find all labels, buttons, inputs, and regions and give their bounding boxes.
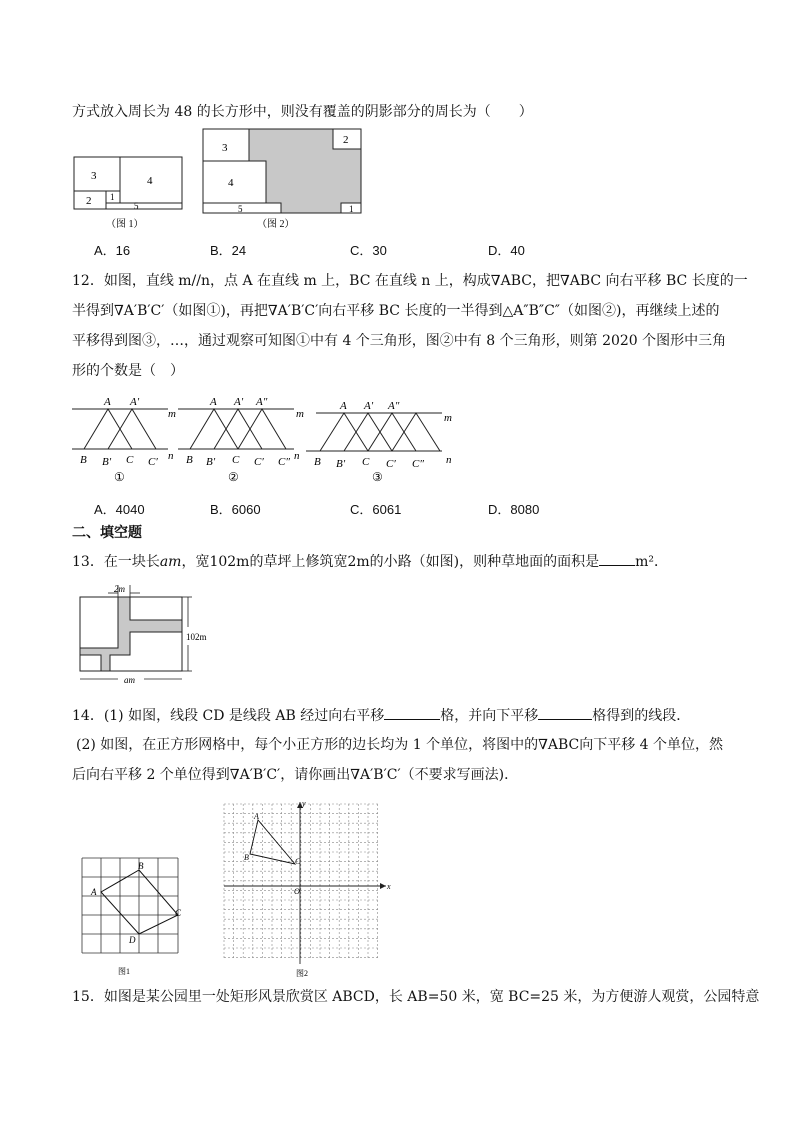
q13-width-label: 2m [114,584,125,594]
svg-text:B: B [186,454,193,466]
svg-text:A′: A′ [130,396,140,408]
svg-text:C′: C′ [254,456,264,468]
fig1-label-3: 3 [91,170,97,182]
q11-figure-1 [70,155,186,233]
triangle-ABC [250,820,295,864]
q12-figure-2 [176,393,310,485]
q13-height-label: 102m [186,632,207,642]
fig2-label-4: 4 [228,177,234,189]
svg-text:C′: C′ [386,458,396,470]
q12-caption-3: ③ [372,470,383,484]
svg-text:C: C [126,454,134,466]
q14-grid-figure-2 [222,798,394,980]
q12-figure-3 [304,393,464,485]
svg-text:B: B [80,454,87,466]
q13-length-label: am [124,675,135,685]
fig1-caption: （图 1） [106,219,144,230]
q12-line-1: 12．如图，直线 m//n，点 A 在直线 m 上，BC 在直线 n 上，构成∇ABC，把∇ABC 向右平移 BC 长度的一 [72,273,748,289]
svg-text:C″: C″ [278,456,290,468]
q11-option-a[interactable]: A．16 [94,243,131,258]
q12-option-d[interactable]: D．8080 [488,502,540,517]
fig1-label-2: 2 [86,195,92,207]
svg-text:A′: A′ [234,396,244,408]
svg-text:C: C [232,454,240,466]
fig2-caption: （图 2） [257,219,295,230]
q11-option-b[interactable]: B．24 [210,243,247,258]
svg-text:x: x [387,882,391,891]
svg-text:A: A [254,812,259,821]
svg-text:y: y [302,799,306,808]
q15-line-1: 15．如图是某公园里一处矩形风景欣赏区 ABCD，长 AB=50 米，宽 BC=25 米，为方便游人观赏，公园特意 [72,989,760,1005]
q12-line-3: 平移得到图③，…，通过观察可知图①中有 4 个三角形，图②中有 8 个三角形，则第 2020 个图形中三角 [72,333,727,349]
svg-text:B′: B′ [336,458,346,470]
q14-part1: 14．(1) 如图，线段 CD 是线段 AB 经过向右平移 格，并向下平移 格得到的线段． [72,705,690,726]
fig2-label-3: 3 [222,142,228,154]
q14-part2-line2: 后向右平移 2 个单位得到∇A′B′C′，请你画出∇A′B′C′（不要求写画法)． [72,767,519,783]
svg-text:B′: B′ [102,456,112,468]
quadrilateral-ABCD [101,870,178,934]
svg-text:O: O [294,887,300,896]
svg-text:A: A [340,400,347,412]
q12-option-c[interactable]: C．6061 [350,502,402,517]
svg-text:C: C [295,857,301,866]
q12-figure-1 [70,393,180,485]
svg-text:B: B [244,853,249,862]
q12-line-2: 半得到∇A′B′C′（如图①)，再把∇A′B′C′向右平移 BC 长度的一半得到△A″B″C″（如图②)，再继续上述的 [72,303,720,319]
path-shape [80,597,182,671]
q14-fig1-caption: 图1 [118,967,130,976]
q13-answer-blank[interactable] [599,551,635,566]
svg-text:A: A [91,887,97,897]
fig1-label-5: 5 [134,201,139,211]
q14-blank-down[interactable] [538,705,592,720]
q14-grid-figure-1 [74,854,190,976]
q14-fig2-caption: 图2 [296,969,308,978]
q12-caption-2: ② [228,470,239,484]
svg-text:A: A [104,396,111,408]
fig1-label-4: 4 [147,175,153,187]
fig2-label-2: 2 [343,134,349,146]
q11-option-c[interactable]: C．30 [350,243,387,258]
svg-text:B′: B′ [206,456,216,468]
fig2-label-1: 1 [349,204,354,214]
svg-text:m: m [168,408,176,420]
q11-option-d[interactable]: D．40 [488,243,525,258]
q13-lawn-figure [74,583,220,687]
svg-text:m: m [444,412,452,424]
fig2-label-5: 5 [238,204,243,214]
q12-caption-1: ① [114,470,125,484]
svg-text:C: C [362,456,370,468]
q13-stem: 13．在一块长am，宽102m的草坪上修筑宽2m的小路（如图)，则种草地面的面积是 m²． [72,551,668,572]
q12-option-a[interactable]: A．4040 [94,502,145,517]
svg-text:n: n [294,450,300,462]
svg-text:A: A [210,396,217,408]
svg-text:B: B [138,861,144,871]
svg-text:A″: A″ [388,400,400,412]
svg-text:n: n [446,454,452,466]
svg-text:A″: A″ [256,396,268,408]
fig1-label-1: 1 [110,192,115,202]
lawn-rect [80,597,182,671]
svg-text:D: D [129,935,136,945]
svg-text:C″: C″ [412,458,424,470]
q12-option-b[interactable]: B．6060 [210,502,261,517]
q14-part2-line1: (2) 如图，在正方形网格中，每个小正方形的边长均为 1 个单位，将图中的∇ABC向下平移 4 个单位，然 [76,737,724,753]
section-title-fill-in: 二、填空题 [72,525,142,541]
q11-stem: 方式放入周长为 48 的长方形中，则没有覆盖的阴影部分的周长为（ ） [72,104,533,120]
q11-figure-2 [200,127,366,233]
svg-text:C: C [175,908,182,918]
svg-text:C′: C′ [148,456,158,468]
svg-text:m: m [296,408,304,420]
svg-text:n: n [168,450,174,462]
q12-line-4: 形的个数是（ ） [72,363,184,379]
svg-text:B: B [314,456,321,468]
svg-text:A′: A′ [364,400,374,412]
q14-blank-right[interactable] [384,705,440,720]
